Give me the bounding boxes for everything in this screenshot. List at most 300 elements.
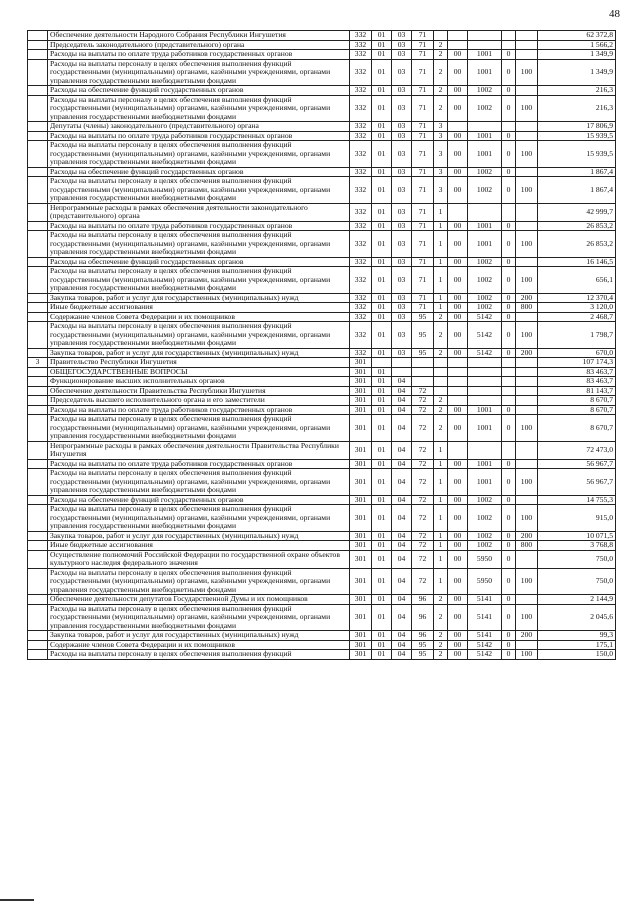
direction-code-cell: 00 [448,267,468,294]
expense-name-cell: Иные бюджетные ассигнования [48,303,350,313]
subsection-code-cell: 04 [392,531,412,541]
direction-code-cell: 00 [448,95,468,122]
table-row [28,415,616,442]
program-code-cell: 72 [412,396,434,406]
table-row [28,322,616,349]
amount-cell: 175,1 [538,640,616,650]
amount-cell: 42 999,7 [538,203,616,221]
program-code-cell: 71 [412,231,434,258]
subprogram-code-cell: 2 [434,86,448,96]
section-code-cell: 01 [372,367,392,377]
subprogram-code-cell: 3 [434,177,448,204]
ministry-code-cell: 332 [350,177,372,204]
program-code-cell: 71 [412,303,434,313]
subsection-code-cell: 03 [392,267,412,294]
expense-subcode-cell: 0 [502,312,516,322]
expense-subcode-cell [502,203,516,221]
subprogram-code-cell: 2 [434,396,448,406]
subprogram-code-cell: 2 [434,312,448,322]
expense-name-cell: Осуществление полномочий Российской Федерации по государственной охране объектов культурного наследия федерального значения [48,550,350,568]
program-code-cell [412,358,434,368]
subprogram-code-cell [434,358,448,368]
subsection-code-cell: 03 [392,322,412,349]
section-code-cell: 01 [372,86,392,96]
ministry-code-cell: 332 [350,50,372,60]
expense-subcode-cell [502,377,516,387]
table-row [28,441,616,459]
expense-subcode-cell: 0 [502,595,516,605]
section-code-cell: 01 [372,377,392,387]
direction-code-cell: 00 [448,568,468,595]
subprogram-code-cell: 2 [434,415,448,442]
section-code-cell: 01 [372,568,392,595]
subprogram-code-cell: 2 [434,40,448,50]
subprogram-code-cell: 1 [434,550,448,568]
subprogram-code-cell: 1 [434,505,448,532]
program-code-cell: 72 [412,495,434,505]
row-number-cell [28,59,48,86]
amount-cell: 2 468,7 [538,312,616,322]
table-row [28,86,616,96]
expense-subcode-cell: 0 [502,415,516,442]
expense-subcode-cell: 0 [502,348,516,358]
section-code-cell: 01 [372,141,392,168]
direction-code-cell [448,367,468,377]
subsection-code-cell: 03 [392,167,412,177]
row-number-cell [28,293,48,303]
direction-code-cell: 00 [448,640,468,650]
direction-code-cell: 00 [448,50,468,60]
amount-cell: 1 349,9 [538,50,616,60]
expense-name-cell: Закупка товаров, работ и услуг для государственных (муниципальных) нужд [48,531,350,541]
expense-subcode-cell: 0 [502,531,516,541]
section-code-cell: 01 [372,322,392,349]
direction-code-cell: 00 [448,541,468,551]
expense-code-cell [468,386,502,396]
row-number-cell [28,86,48,96]
ministry-code-cell: 301 [350,441,372,459]
expense-subcode-cell: 0 [502,550,516,568]
program-code-cell: 72 [412,541,434,551]
ministry-code-cell: 332 [350,231,372,258]
row-number-cell: 3 [28,358,48,368]
ministry-code-cell: 301 [350,640,372,650]
expense-code-cell [468,203,502,221]
subprogram-code-cell: 2 [434,322,448,349]
amount-cell: 26 853,2 [538,221,616,231]
amount-cell: 56 967,7 [538,459,616,469]
section-code-cell: 01 [372,203,392,221]
page-number: 48 [609,8,620,20]
ministry-code-cell: 301 [350,541,372,551]
amount-cell: 915,0 [538,505,616,532]
row-number-cell [28,131,48,141]
row-number-cell [28,568,48,595]
direction-code-cell [448,203,468,221]
section-code-cell: 01 [372,415,392,442]
direction-code-cell: 00 [448,604,468,631]
expense-code-cell: 1002 [468,505,502,532]
amount-cell: 1 867,4 [538,167,616,177]
table-row [28,59,616,86]
table-row [28,31,616,41]
expense-name-cell: Закупка товаров, работ и услуг для государственных (муниципальных) нужд [48,348,350,358]
section-code-cell: 01 [372,267,392,294]
ministry-code-cell: 332 [350,257,372,267]
expense-subcode-cell: 0 [502,177,516,204]
direction-code-cell: 00 [448,505,468,532]
table-row [28,550,616,568]
program-code-cell: 72 [412,531,434,541]
subprogram-code-cell: 1 [434,568,448,595]
program-code-cell: 72 [412,415,434,442]
amount-cell: 3 768,8 [538,541,616,551]
row-number-cell [28,405,48,415]
subprogram-code-cell: 2 [434,595,448,605]
program-code-cell: 72 [412,469,434,496]
expense-type-code-cell: 200 [516,531,538,541]
expense-type-code-cell: 100 [516,267,538,294]
subprogram-code-cell: 2 [434,604,448,631]
expense-code-cell: 1001 [468,141,502,168]
subprogram-code-cell [434,377,448,387]
subsection-code-cell: 04 [392,441,412,459]
program-code-cell: 96 [412,604,434,631]
expense-type-code-cell [516,131,538,141]
amount-cell: 750,0 [538,550,616,568]
program-code-cell: 72 [412,550,434,568]
subprogram-code-cell: 1 [434,257,448,267]
expense-subcode-cell: 0 [502,231,516,258]
ministry-code-cell: 332 [350,122,372,132]
row-number-cell [28,322,48,349]
expense-name-cell: Расходы на выплаты персоналу в целях обеспечения выполнения функций государственными (муниципальными) органами, казёнными учреждениями, органами управления государственными внебюджетными фондами [48,267,350,294]
direction-code-cell: 00 [448,303,468,313]
expense-subcode-cell: 0 [502,459,516,469]
subsection-code-cell: 03 [392,293,412,303]
expense-type-code-cell [516,358,538,368]
subprogram-code-cell: 1 [434,495,448,505]
budget-table-body [28,31,616,660]
program-code-cell: 95 [412,348,434,358]
table-row [28,604,616,631]
expense-name-cell: Правительство Республики Ингушетия [48,358,350,368]
row-number-cell [28,631,48,641]
expense-subcode-cell [502,31,516,41]
expense-code-cell: 1002 [468,86,502,96]
expense-subcode-cell: 0 [502,303,516,313]
program-code-cell: 71 [412,131,434,141]
subsection-code-cell: 04 [392,541,412,551]
program-code-cell: 71 [412,59,434,86]
program-code-cell: 71 [412,267,434,294]
ministry-code-cell: 332 [350,31,372,41]
expense-code-cell: 1001 [468,415,502,442]
expense-type-code-cell [516,31,538,41]
row-number-cell [28,604,48,631]
direction-code-cell [448,358,468,368]
amount-cell: 8 670,7 [538,415,616,442]
amount-cell: 16 146,5 [538,257,616,267]
row-number-cell [28,177,48,204]
row-number-cell [28,640,48,650]
direction-code-cell: 00 [448,141,468,168]
subprogram-code-cell: 1 [434,231,448,258]
expense-type-code-cell: 100 [516,568,538,595]
expense-code-cell: 1002 [468,267,502,294]
amount-cell: 17 806,9 [538,122,616,132]
section-code-cell: 01 [372,386,392,396]
ministry-code-cell: 332 [350,312,372,322]
expense-type-code-cell [516,312,538,322]
expense-code-cell: 1002 [468,303,502,313]
expense-name-cell: Расходы на выплаты персоналу в целях обеспечения выполнения функций [48,650,350,660]
direction-code-cell: 00 [448,459,468,469]
expense-code-cell: 5141 [468,631,502,641]
expense-code-cell: 5950 [468,568,502,595]
section-code-cell: 01 [372,505,392,532]
subprogram-code-cell: 1 [434,293,448,303]
direction-code-cell: 00 [448,312,468,322]
program-code-cell: 71 [412,40,434,50]
expense-code-cell: 1001 [468,221,502,231]
expense-code-cell [468,367,502,377]
subsection-code-cell: 04 [392,415,412,442]
program-code-cell: 72 [412,405,434,415]
table-row [28,303,616,313]
direction-code-cell: 00 [448,405,468,415]
table-row [28,469,616,496]
expense-name-cell: Расходы на обеспечение функций государственных органов [48,257,350,267]
expense-name-cell: Функционирование высших исполнительных органов [48,377,350,387]
subsection-code-cell: 03 [392,203,412,221]
expense-type-code-cell [516,221,538,231]
section-code-cell: 01 [372,469,392,496]
section-code-cell: 01 [372,312,392,322]
ministry-code-cell: 301 [350,367,372,377]
subsection-code-cell: 03 [392,40,412,50]
table-row [28,396,616,406]
expense-type-code-cell: 800 [516,541,538,551]
program-code-cell: 72 [412,441,434,459]
table-row [28,231,616,258]
expense-name-cell: Расходы на выплаты персоналу в целях обеспечения выполнения функций государственными (муниципальными) органами, казёнными учреждениями, органами управления государственными внебюджетными фондами [48,177,350,204]
amount-cell: 750,0 [538,568,616,595]
section-code-cell: 01 [372,441,392,459]
ministry-code-cell: 301 [350,631,372,641]
expense-name-cell: Расходы на выплаты персоналу в целях обеспечения выполнения функций государственными (муниципальными) органами, казёнными учреждениями, органами управления государственными внебюджетными фондами [48,141,350,168]
expense-code-cell: 5141 [468,604,502,631]
expense-name-cell: Расходы на выплаты по оплате труда работников государственных органов [48,405,350,415]
subsection-code-cell [392,358,412,368]
amount-cell: 2 144,9 [538,595,616,605]
expense-type-code-cell [516,550,538,568]
row-number-cell [28,469,48,496]
subsection-code-cell: 04 [392,405,412,415]
subsection-code-cell: 03 [392,95,412,122]
subprogram-code-cell: 2 [434,95,448,122]
ministry-code-cell: 301 [350,505,372,532]
section-code-cell: 01 [372,348,392,358]
subprogram-code-cell: 2 [434,631,448,641]
section-code-cell: 01 [372,231,392,258]
expense-name-cell: ОБЩЕГОСУДАРСТВЕННЫЕ ВОПРОСЫ [48,367,350,377]
subprogram-code-cell: 1 [434,531,448,541]
row-number-cell [28,531,48,541]
expense-subcode-cell: 0 [502,50,516,60]
program-code-cell: 71 [412,293,434,303]
subprogram-code-cell: 2 [434,50,448,60]
budget-table [27,30,616,660]
expense-subcode-cell: 0 [502,405,516,415]
section-code-cell: 01 [372,167,392,177]
expense-type-code-cell: 200 [516,631,538,641]
program-code-cell: 95 [412,640,434,650]
ministry-code-cell: 301 [350,459,372,469]
expense-code-cell: 5142 [468,312,502,322]
row-number-cell [28,231,48,258]
expense-type-code-cell [516,257,538,267]
ministry-code-cell: 301 [350,358,372,368]
ministry-code-cell: 332 [350,267,372,294]
expense-subcode-cell: 0 [502,131,516,141]
amount-cell: 1 349,9 [538,59,616,86]
program-code-cell: 96 [412,595,434,605]
expense-code-cell: 5142 [468,650,502,660]
amount-cell: 72 473,0 [538,441,616,459]
row-number-cell [28,31,48,41]
expense-code-cell: 1001 [468,405,502,415]
subsection-code-cell: 03 [392,303,412,313]
row-number-cell [28,312,48,322]
expense-name-cell: Депутаты (члены) законодательного (представительного) органа [48,122,350,132]
expense-type-code-cell: 100 [516,177,538,204]
row-number-cell [28,203,48,221]
expense-code-cell [468,31,502,41]
direction-code-cell: 00 [448,322,468,349]
table-row [28,541,616,551]
ministry-code-cell: 332 [350,203,372,221]
amount-cell: 1 867,4 [538,177,616,204]
subsection-code-cell: 04 [392,604,412,631]
ministry-code-cell: 301 [350,531,372,541]
table-row [28,267,616,294]
ministry-code-cell: 332 [350,141,372,168]
ministry-code-cell: 332 [350,167,372,177]
expense-name-cell: Расходы на выплаты персоналу в целях обеспечения выполнения функций государственными (муниципальными) органами, казёнными учреждениями, органами управления государственными внебюджетными фондами [48,568,350,595]
subsection-code-cell: 03 [392,312,412,322]
expense-name-cell: Председатель высшего исполнительного органа и его заместители [48,396,350,406]
expense-type-code-cell [516,122,538,132]
subsection-code-cell: 03 [392,59,412,86]
expense-name-cell: Обеспечение деятельности Правительства Республики Ингушетия [48,386,350,396]
table-row [28,122,616,132]
program-code-cell [412,377,434,387]
expense-subcode-cell: 0 [502,95,516,122]
expense-subcode-cell: 0 [502,631,516,641]
row-number-cell [28,650,48,660]
subprogram-code-cell: 3 [434,122,448,132]
subsection-code-cell: 04 [392,550,412,568]
expense-name-cell: Расходы на обеспечение функций государственных органов [48,495,350,505]
section-code-cell: 01 [372,131,392,141]
table-row [28,141,616,168]
expense-code-cell: 5142 [468,348,502,358]
section-code-cell: 01 [372,595,392,605]
subprogram-code-cell: 2 [434,348,448,358]
direction-code-cell: 00 [448,231,468,258]
expense-code-cell [468,122,502,132]
expense-name-cell: Обеспечение деятельности Народного Собрания Республики Ингушетия [48,31,350,41]
table-row [28,177,616,204]
expense-type-code-cell: 100 [516,604,538,631]
direction-code-cell: 00 [448,177,468,204]
ministry-code-cell: 301 [350,650,372,660]
amount-cell: 15 939,5 [538,141,616,168]
amount-cell: 656,1 [538,267,616,294]
expense-code-cell: 1001 [468,459,502,469]
program-code-cell: 71 [412,221,434,231]
row-number-cell [28,595,48,605]
row-number-cell [28,415,48,442]
amount-cell: 150,0 [538,650,616,660]
section-code-cell: 01 [372,650,392,660]
section-code-cell [372,358,392,368]
expense-type-code-cell [516,386,538,396]
direction-code-cell: 00 [448,469,468,496]
amount-cell: 81 143,7 [538,386,616,396]
subprogram-code-cell: 1 [434,303,448,313]
ministry-code-cell: 301 [350,377,372,387]
program-code-cell: 72 [412,459,434,469]
expense-name-cell: Иные бюджетные ассигнования [48,541,350,551]
table-row [28,631,616,641]
ministry-code-cell: 332 [350,293,372,303]
expense-type-code-cell [516,459,538,469]
amount-cell: 8 670,7 [538,396,616,406]
subprogram-code-cell [434,367,448,377]
ministry-code-cell: 332 [350,221,372,231]
section-code-cell: 01 [372,396,392,406]
expense-code-cell: 1002 [468,167,502,177]
expense-type-code-cell: 100 [516,650,538,660]
subprogram-code-cell: 1 [434,441,448,459]
row-number-cell [28,495,48,505]
expense-name-cell: Расходы на выплаты персоналу в целях обеспечения выполнения функций государственными (муниципальными) органами, казёнными учреждениями, органами управления государственными внебюджетными фондами [48,415,350,442]
program-code-cell: 95 [412,650,434,660]
amount-cell: 3 120,0 [538,303,616,313]
ministry-code-cell: 332 [350,59,372,86]
expense-code-cell [468,396,502,406]
expense-subcode-cell: 0 [502,650,516,660]
expense-name-cell: Расходы на выплаты персоналу в целях обеспечения выполнения функций государственными (муниципальными) органами, казёнными учреждениями, органами управления государственными внебюджетными фондами [48,95,350,122]
program-code-cell: 72 [412,386,434,396]
section-code-cell: 01 [372,604,392,631]
direction-code-cell: 00 [448,531,468,541]
subsection-code-cell: 03 [392,348,412,358]
subprogram-code-cell: 2 [434,640,448,650]
row-number-cell [28,141,48,168]
program-code-cell: 71 [412,177,434,204]
subprogram-code-cell: 2 [434,405,448,415]
expense-code-cell: 5141 [468,595,502,605]
subsection-code-cell: 03 [392,141,412,168]
expense-name-cell: Содержание членов Совета Федерации и их помощников [48,312,350,322]
program-code-cell: 71 [412,122,434,132]
ministry-code-cell: 301 [350,469,372,496]
expense-code-cell: 1002 [468,257,502,267]
expense-name-cell: Непрограммные расходы в рамках обеспечения деятельности Правительства Республики Ингушетия [48,441,350,459]
